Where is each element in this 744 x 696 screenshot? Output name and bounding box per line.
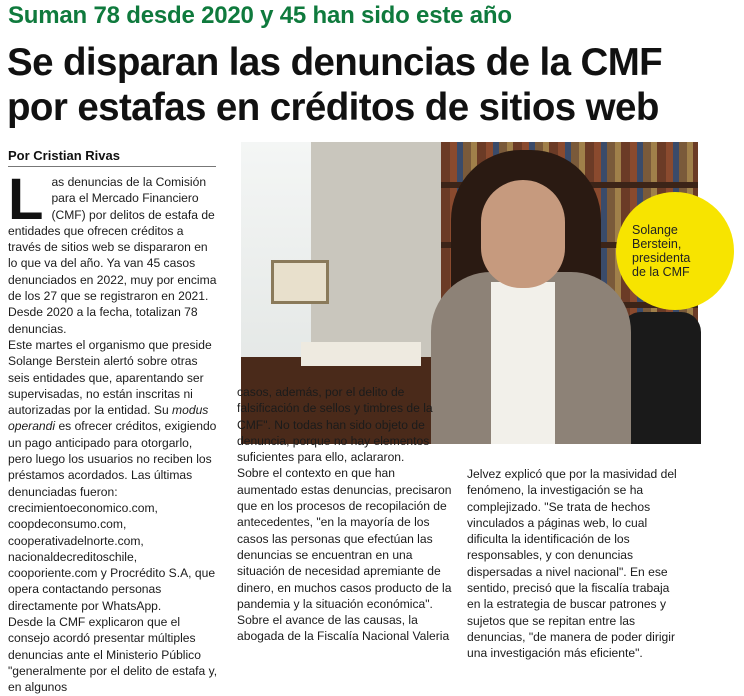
- caption-line: Solange: [632, 223, 678, 237]
- paragraph: [8, 337, 218, 614]
- caption-line: presidenta: [632, 251, 691, 265]
- headline: [7, 40, 737, 130]
- paragraph-text: as denuncias de la Comisión para el Mercado Financiero (CMF) por delitos de estafa de entidades que ofrecen créditos a través de sitios web se dispararon en lo que va del año. Ya van 45 casos denunciados en 2022, muy por encima de los 27 que se registraron en 2021. Desde 2020 a la fecha, totalizan 78 denuncias.: [8, 175, 217, 336]
- photo-person-face: [481, 180, 565, 288]
- headline-line-1: Se disparan las denuncias de la CMF: [7, 41, 663, 84]
- caption-text: [632, 223, 722, 279]
- paragraph: Jelvez explicó que por la masividad del fenómeno, la investigación se ha complejizado. "Se trata de hechos vinculados a páginas web, lo cual dificulta la identificación de los responsables, y con denuncias dispersadas a nivel nacional". En ese sentido, precisó que la fiscalía trabaja en la estrategia de buscar patrones y sujetos que se repitan entre las denuncias, "de manera de poder dirigir una investigación más eficiente".: [467, 467, 677, 661]
- drop-cap: L: [8, 167, 44, 232]
- paragraph: Sobre el avance de las causas, la abogada de la Fiscalía Nacional Valeria: [237, 613, 450, 644]
- photo-caption: [616, 192, 734, 310]
- photo-picture-frame: [271, 260, 329, 304]
- text-column-2: [237, 384, 452, 645]
- photo-papers: [301, 342, 421, 366]
- caption-line: Berstein,: [632, 237, 682, 251]
- text-column-3: [467, 466, 682, 662]
- caption-line: de la CMF: [632, 265, 690, 279]
- paragraph-text: es ofrecer créditos, exigiendo un pago anticipado para otorgarlo, pero luego los usuarios no reciben los préstamos acordados. Las últimas denunciadas fueron: crecimientoeconomico.com, coopdeconsumo.com, cooperativadelnorte.com, nacionaldecreditoschile, cooporiente.com y Procrédito S.A, que opera contactando personas directamente por WhatsApp.: [8, 419, 217, 613]
- paragraph: Desde la CMF explicaron que el consejo acordó presentar múltiples denuncias ante el Ministerio Público "generalmente por el delito de estafa y, en algunos: [8, 615, 218, 695]
- byline: Por Cristian Rivas: [8, 148, 216, 167]
- paragraph: Sobre el contexto en que han aumentado estas denuncias, precisaron que en los procesos de recopilación de antecedentes, "en la mayoría de los casos las personas que efectúan las denuncias se encuentran en una situación de necesidad apremiante de dinero, en muchos casos producto de la pandemia y la situación económica".: [237, 466, 452, 611]
- headline-line-2: por estafas en créditos de sitios web: [7, 86, 659, 129]
- photo-chair: [621, 312, 701, 444]
- paragraph: casos, además, por el delito de falsificación de sellos y timbres de la CMF". No todas han sido objeto de denuncia, porque no hay elementos suficientes para ello, aclararon.: [237, 385, 433, 465]
- italic-term: modus operandi: [8, 403, 209, 434]
- photo-person-shirt: [491, 282, 555, 444]
- text-column-1: [8, 167, 218, 696]
- paragraph-text: Este martes el organismo que preside Solange Berstein alertó sobre otras seis entidades que, aparentando ser supervisadas, no están inscritas ni autorizadas por la entidad. Su: [8, 337, 212, 418]
- kicker: Suman 78 desde 2020 y 45 han sido este año: [8, 2, 512, 29]
- paragraph: [8, 167, 218, 337]
